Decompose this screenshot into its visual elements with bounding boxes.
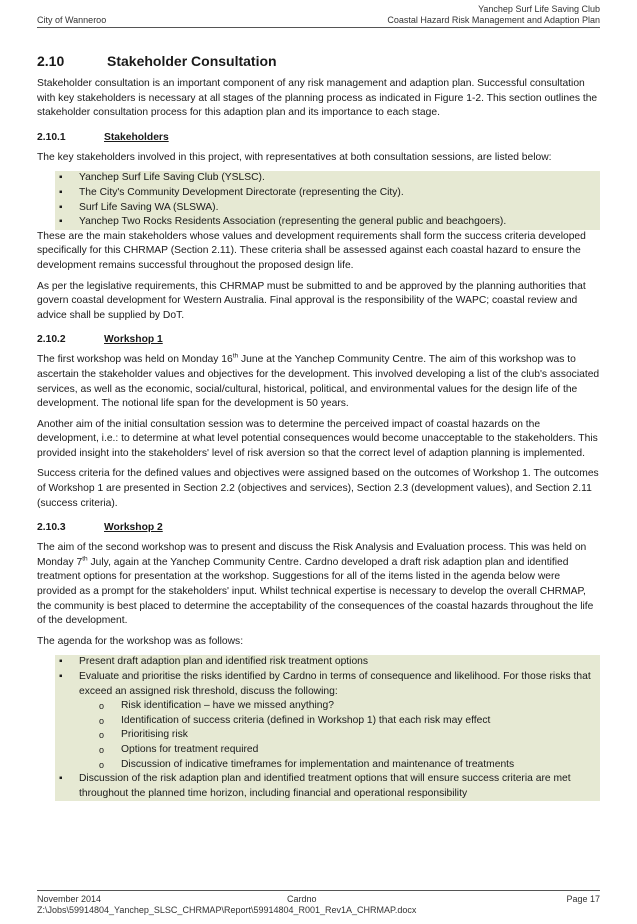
subsection-number: 2.10.2 (37, 334, 66, 346)
stakeholders-after: These are the main stakeholders whose values and development requirements shall form the success criteria developed specifically for this CHRMAP (Section 2.11). These criteria shall be assessed against each coastal hazard to ensure the development remains successful throughout the proposed design life. (37, 230, 586, 271)
subsection-title: Stakeholders (104, 131, 169, 143)
workshop1-paragraph-3: Success criteria for the defined values and objectives were assigned based on the outcomes of Workshop 1. The outcomes of Workshop 1 are presented in Section 2.2 (objectives and services), Section 2.3 (development values), and Section 2.11 (success criteria). (37, 468, 599, 509)
sub-list-item: o Identification of success criteria (defined in Workshop 1) that each risk may effect (79, 714, 596, 729)
superscript: th (82, 555, 88, 563)
subsection-title: Workshop 1 (104, 334, 163, 346)
text-run: July, again at the Yanchep Community Centre. Cardno developed a draft risk adaption plan and identified treatment options for presentation at the workshop. Suggestions for all of the items listed in the agenda below were provided as a prompt for the stakeholders' input. Whilst technical expertise is necessary to develop the overall CHRMAP, the community is best placed to determine the acceptability of the consequences of the coastal hazards throughout the life of the development. (37, 556, 594, 627)
sub-list-item: o Prioritising risk (79, 728, 596, 743)
section-number: 2.10 (37, 53, 65, 69)
agenda-lead: The agenda for the workshop was as follows: (37, 635, 244, 647)
header-divider (37, 27, 600, 28)
subsection-heading-workshop-2 (37, 521, 600, 535)
stakeholders-lead: The key stakeholders involved in this project, with representatives at both consultation sessions, are listed below: (37, 151, 552, 163)
subsection-heading-workshop-1 (37, 333, 600, 347)
stakeholders-legal: As per the legislative requirements, this CHRMAP must be submitted to and be approved by the planning authorities that govern coastal development for Western Australia. Final approval is the responsibility of the WAPC; coastal review and advice shall be supplied by DoT. (37, 280, 586, 321)
superscript: th (232, 352, 239, 360)
sub-list-item: o Risk identification – have we missed anything? (79, 699, 596, 714)
section-title: Stakeholder Consultation (107, 53, 277, 69)
subsection-number: 2.10.3 (37, 522, 66, 534)
list-item: ▪ Yanchep Two Rocks Residents Association (representing the general public and beachgoers). (55, 215, 600, 230)
list-item: ▪ Present draft adaption plan and identified risk treatment options (55, 655, 600, 670)
footer-file-path: Z:\Jobs\59914804_Yanchep_SLSC_CHRMAP\Report\59914804_R001_Rev1A_CHRMAP.docx (37, 905, 417, 915)
subsection-number: 2.10.1 (37, 131, 66, 143)
header-club: Yanchep Surf Life Saving Club (478, 4, 600, 14)
list-item: ▪ Discussion of the risk adaption plan and identified treatment options that will ensure success criteria are met throughout the planned time horizon, including financial and operational responsibility (55, 772, 600, 801)
workshop1-paragraph-1 (37, 353, 600, 411)
footer-divider (37, 890, 600, 891)
list-item-text: Evaluate and prioritise the risks identified by Cardno in terms of consequence and likelihood. For those risks that exceed an assigned risk threshold, discuss the following: (79, 671, 591, 697)
footer-company: Cardno (287, 894, 317, 904)
text-run: The aim of the second workshop was to present and discuss the Risk Analysis and Evaluation process. This was held on Monday 7 (37, 542, 587, 568)
workshop2-paragraph-1 (37, 541, 600, 629)
list-item: ▪ Yanchep Surf Life Saving Club (YSLSC). (55, 171, 600, 186)
header-doc-title: Coastal Hazard Risk Management and Adaption Plan (387, 15, 600, 25)
section-heading (37, 52, 600, 70)
list-item: ▪ The City's Community Development Directorate (representing the City). (55, 186, 600, 201)
sub-list-item: o Discussion of indicative timeframes for implementation and maintenance of treatments (79, 758, 596, 773)
subsection-title: Workshop 2 (104, 522, 163, 534)
footer-page-number: Page 17 (566, 894, 600, 904)
text-run: The first workshop was held on Monday 16 (37, 354, 233, 366)
subsection-heading-stakeholders (37, 131, 600, 145)
footer-date: November 2014 (37, 894, 102, 904)
agenda-sublist (79, 699, 596, 772)
header-client: City of Wanneroo (37, 15, 107, 25)
agenda-list (55, 655, 600, 801)
text-run: June at the Yanchep Community Centre. The aim of this workshop was to ascertain the stakeholder values and objectives for the development. This involved developing a list of the club's associated services, as well as the economic, social/cultural, historical, political, and environmental values for the design life of the development. The notional life span for the development is 50 years. (37, 354, 600, 410)
list-item: ▪ Surf Life Saving WA (SLSWA). (55, 201, 600, 216)
section-intro: Stakeholder consultation is an important component of any risk management and adaption plan. Successful consultation with key stakeholders is necessary at all stages of the planning process as indicated in Figure 1-2. This section outlines the stakeholder consultation process for this adaption plan and its importance to each stage. (37, 78, 598, 119)
stakeholder-list (55, 171, 600, 229)
workshop1-paragraph-2: Another aim of the initial consultation session was to determine the perceived impact of coastal hazards on the development, i.e.: to determine at what level potential consequences would become unacceptable to the stakeholders. This provided insight into the stakeholders' level of risk aversion so that the correct level of adaption planning is implemented. (37, 418, 598, 459)
header-right (387, 4, 600, 26)
list-item (55, 670, 600, 772)
page-content (37, 52, 600, 801)
sub-list-item: o Options for treatment required (79, 743, 596, 758)
